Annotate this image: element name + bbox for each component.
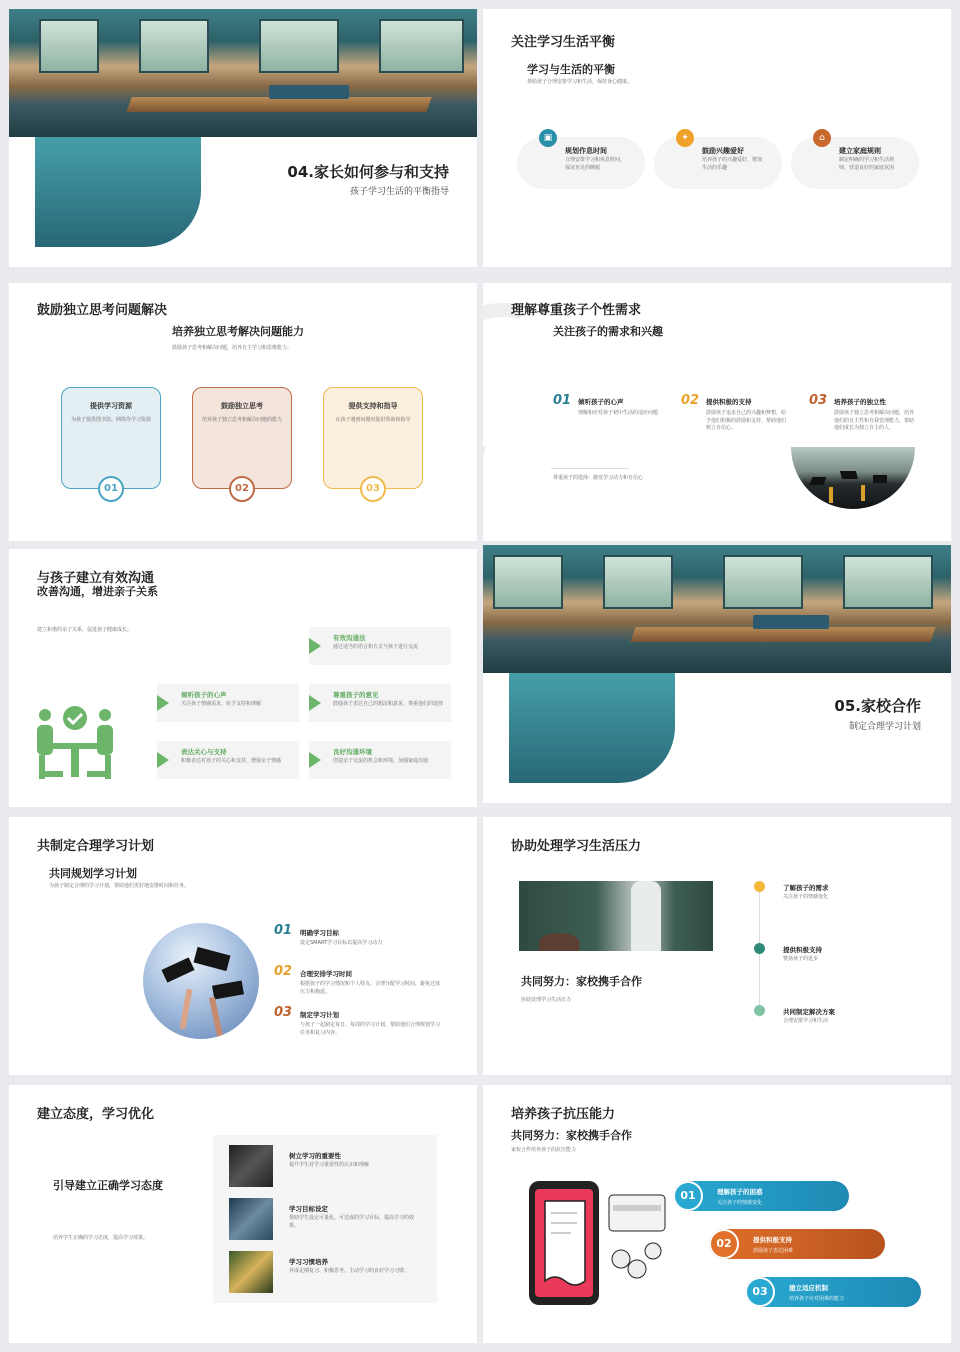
slide-description: 培养学生正确的学习态度，提高学习效果。 <box>53 1235 149 1241</box>
slide-10[interactable] <box>483 1085 951 1343</box>
item-text: 赞扬孩子的进步 <box>783 956 819 962</box>
accent-shape <box>35 137 201 247</box>
card-title: 鼓励独立思考 <box>221 402 263 410</box>
item-title: 了解孩子的需求 <box>783 884 829 892</box>
item-text: 理解和应对孩子初中生活的适应问题 <box>578 410 659 416</box>
item-text: 设定SMART学习目标以提高学习动力 <box>300 940 383 946</box>
item-text: 关注孩子情感需求，给予支持和理解 <box>181 701 262 707</box>
timeline-dot <box>754 881 765 892</box>
footer-text: 尊重孩子的选择：激发学习动力和自信心 <box>553 475 644 481</box>
phone-receipt-illustration <box>523 1177 673 1309</box>
item-text: 与孩子一起制定每日、每周的学习计划，帮助他们合理规划学习任务和复习内容。 <box>300 1022 441 1036</box>
item-text: 关注孩子的情感变化 <box>783 894 829 900</box>
item-text: 创造亲子交流的机会和环境，加强家庭沟通 <box>333 758 429 764</box>
card-text: 制定明确的学习和生活规则，营造良好的家庭氛围 <box>839 157 895 171</box>
divider <box>551 468 629 469</box>
item-title: 建立适应机制 <box>789 1284 828 1292</box>
item-text: 鼓励孩子独立思考和解决问题，培养他们的自主性和自我管理能力，帮助他们成长为独立自主的人。 <box>834 410 915 431</box>
timeline-dot <box>754 943 765 954</box>
item-text: 鼓励孩子表达自己的想法和意见，尊重他们的选择 <box>333 701 444 707</box>
card-text: 在孩子遇到问题时提供帮助和指导 <box>335 417 411 423</box>
item-title: 培养孩子的独立性 <box>834 398 886 406</box>
item-number: 02 <box>681 393 700 408</box>
card-text: 培养孩子的兴趣爱好，增加生活的乐趣 <box>702 157 763 171</box>
card-title: 规划作息时间 <box>565 147 607 155</box>
step-number: 02 <box>709 1229 739 1259</box>
section-title: 04.家长如何参与和支持 <box>287 163 449 181</box>
slide-title: 培养孩子抗压能力 <box>511 1107 616 1122</box>
item-text: 鼓励孩子追求自己的兴趣和梦想，给予他们积极的鼓励和支持，帮助他们树立自信心。 <box>706 410 787 431</box>
item-title: 提供积极支持 <box>783 946 822 954</box>
arrow-icon <box>309 695 321 711</box>
slide-subtitle: 共同规划学习计划 <box>49 867 137 880</box>
section-title: 05.家校合作 <box>834 697 921 715</box>
timeline-dot <box>754 1005 765 1016</box>
slide-3[interactable] <box>9 283 477 541</box>
celebration-photo <box>229 1251 273 1293</box>
slide-description: 家校合作培养孩子的抗压能力 <box>511 1147 577 1153</box>
slide-1[interactable] <box>9 9 477 267</box>
classroom-photo <box>483 545 951 673</box>
slide-description: 协助处理学习生活压力 <box>521 997 572 1003</box>
classroom-teacher-photo <box>519 881 713 951</box>
slide-4[interactable] <box>483 283 951 541</box>
slide-title: 建立态度，学习优化 <box>37 1107 155 1122</box>
item-number: 03 <box>809 393 828 408</box>
slide-subtitle: 引导建立正确学习态度 <box>53 1179 163 1192</box>
slide-subtitle: 培养独立思考解决问题能力 <box>172 325 304 338</box>
item-title: 提供积极的支持 <box>706 398 752 406</box>
umbrella-photo <box>229 1145 273 1187</box>
arrow-icon <box>157 752 169 768</box>
slide-description: 为孩子制定合理的学习计划，帮助他们更好地安排时间和任务。 <box>49 883 190 889</box>
item-text: 帮助学生设定可量化、可达成的学习目标，提高学习的效果。 <box>289 1215 415 1229</box>
slide-subtitle: 共同努力：家校携手合作 <box>521 975 642 988</box>
section-subtitle: 制定合理学习计划 <box>848 722 921 732</box>
item-text: 鼓励孩子表达困难 <box>753 1248 794 1254</box>
item-title: 良好沟通环境 <box>333 748 372 756</box>
graduation-caps-photo <box>143 923 259 1039</box>
item-text: 提升学生对学习重要性的认识和理解 <box>289 1162 370 1168</box>
graduates-photo <box>229 1198 273 1240</box>
item-number: 01 <box>553 393 572 408</box>
card-text: 合理安排学习和休息时间，保证充足的睡眠 <box>565 157 626 171</box>
slide-5[interactable] <box>9 549 477 807</box>
item-title: 有效沟通法 <box>333 634 366 642</box>
slide-description: 帮助孩子合理安排学习和生活，保持身心健康。 <box>527 79 633 85</box>
graduation-photo <box>791 447 915 509</box>
slide-description: 鼓励孩子思考和解决问题，培养自主学习和思维能力。 <box>172 345 293 351</box>
slide-title: 共制定合理学习计划 <box>37 839 155 854</box>
arrow-icon <box>309 752 321 768</box>
card-title: 建立家庭规则 <box>839 147 881 155</box>
slide-7[interactable] <box>9 817 477 1075</box>
slide-6[interactable] <box>483 545 951 803</box>
slide-subtitle: 共同努力：家校携手合作 <box>511 1129 632 1142</box>
step-number: 02 <box>229 476 255 502</box>
arrow-icon <box>309 638 321 654</box>
slide-8[interactable] <box>483 817 951 1075</box>
item-text: 根据孩子的学习情况和个人特点，合理分配学习时间，避免过度压力和拖延。 <box>300 981 441 995</box>
home-icon: ⌂ <box>813 129 831 147</box>
step-number: 03 <box>360 476 386 502</box>
item-text: 关注孩子的情感变化 <box>717 1200 763 1206</box>
item-title: 倾听孩子的心声 <box>181 691 227 699</box>
item-title: 提供积极支持 <box>753 1236 792 1244</box>
slide-title: 关注学习生活平衡 <box>511 35 616 50</box>
item-title: 理解孩子的困惑 <box>717 1188 763 1196</box>
slide-subtitle: 关注孩子的需求和兴趣 <box>553 325 663 338</box>
item-title: 倾听孩子的心声 <box>578 398 624 406</box>
step-number: 03 <box>745 1277 775 1307</box>
item-title: 学习目标设定 <box>289 1205 328 1213</box>
slide-title: 与孩子建立有效沟通 <box>37 571 155 586</box>
slide-subtitle: 学习与生活的平衡 <box>527 63 615 76</box>
card-text: 培养孩子独立思考和解决问题的能力 <box>202 417 283 423</box>
item-number: 03 <box>274 1005 293 1020</box>
slide-title: 协助处理学习生活压力 <box>511 839 642 854</box>
slide-2[interactable] <box>483 9 951 267</box>
arrow-icon <box>157 695 169 711</box>
people-connect-icon <box>35 703 115 783</box>
item-title: 共同制定解决方案 <box>783 1008 835 1016</box>
item-text: 通过适当的语言和方式与孩子进行交流 <box>333 644 419 650</box>
step-number: 01 <box>98 476 124 502</box>
step-number: 01 <box>673 1181 703 1211</box>
item-text: 养成定期复习、积极思考、主动学习的良好学习习惯。 <box>289 1268 410 1274</box>
item-title: 尊重孩子的意见 <box>333 691 379 699</box>
card-title: 提供支持和指导 <box>348 402 398 410</box>
item-text: 培养孩子应对困难的能力 <box>789 1296 845 1302</box>
card-title: 提供学习资源 <box>90 402 132 410</box>
item-text: 合理安排学习和生活 <box>783 1018 829 1024</box>
item-number: 01 <box>274 923 293 938</box>
item-title: 树立学习的重要性 <box>289 1152 341 1160</box>
item-title: 明确学习目标 <box>300 929 339 937</box>
calendar-icon: ▣ <box>539 129 557 147</box>
item-text: 积极表达对孩子的关心和支持，增强亲子情感 <box>181 758 282 764</box>
item-number: 02 <box>274 964 293 979</box>
star-icon: ✦ <box>676 129 694 147</box>
slide-9[interactable] <box>9 1085 477 1343</box>
classroom-photo <box>9 9 477 137</box>
item-title: 合理安排学习时间 <box>300 970 352 978</box>
slide-title: 鼓励独立思考问题解决 <box>37 303 168 318</box>
accent-shape <box>509 673 675 783</box>
slide-description: 建立和谐的亲子关系，促进孩子健康成长。 <box>37 627 133 633</box>
slide-title: 理解尊重孩子个性需求 <box>511 303 642 318</box>
item-title: 制定学习计划 <box>300 1011 339 1019</box>
slide-subtitle: 改善沟通，增进亲子关系 <box>37 585 158 598</box>
item-title: 学习习惯培养 <box>289 1258 328 1266</box>
card-text: 为孩子提供图书馆、网络等学习资源 <box>71 417 152 423</box>
card-title: 鼓励兴趣爱好 <box>702 147 744 155</box>
section-subtitle: 孩子学习生活的平衡指导 <box>349 187 449 197</box>
item-title: 表达关心与支持 <box>181 748 227 756</box>
